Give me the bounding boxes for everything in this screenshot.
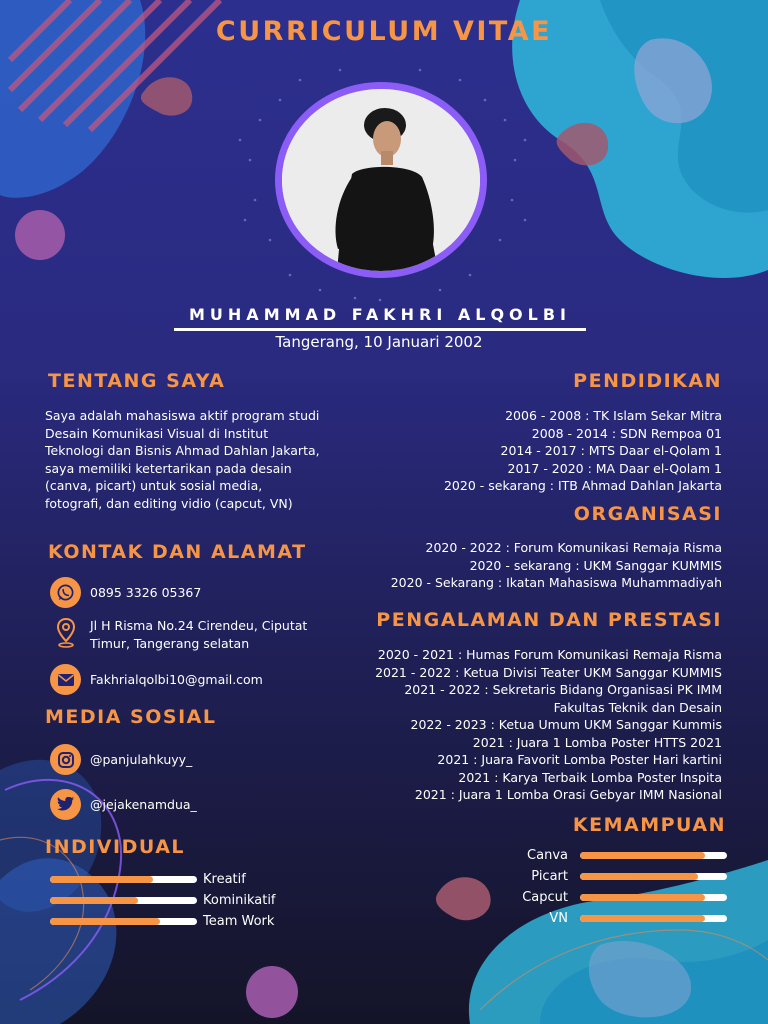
education-item: 2008 - 2014 : SDN Rempoa 01 xyxy=(531,425,722,441)
software-skill-label: Canva xyxy=(527,848,568,863)
social-instagram xyxy=(50,744,192,775)
experience-item: 2020 - 2021 : Humas Forum Komunikasi Remaja Risma xyxy=(377,647,722,662)
instagram-icon xyxy=(50,744,81,775)
contact-address xyxy=(50,617,335,653)
skill-level-fill xyxy=(580,894,705,901)
experience-item: 2021 : Juara 1 Lomba Poster HTTS 2021 xyxy=(472,734,722,750)
education-heading: PENDIDIKAN xyxy=(573,370,722,392)
skill-level-bar xyxy=(50,876,197,883)
social-twitter xyxy=(50,789,197,820)
software-skill-row xyxy=(480,848,727,863)
email-icon xyxy=(50,664,81,695)
twitter-icon xyxy=(50,789,81,820)
individual-skill-row xyxy=(50,872,246,887)
skill-level-bar xyxy=(580,915,727,922)
experience-item: 2021 : Karya Terbaik Lomba Poster Inspita xyxy=(458,769,722,785)
software-skill-label: Capcut xyxy=(522,890,568,905)
phone-number: 0895 3326 05367 xyxy=(90,584,202,600)
organization-item: 2020 - 2022 : Forum Komunikasi Remaja Risma xyxy=(425,540,722,555)
profile-photo-frame xyxy=(271,82,491,280)
experience-item: 2021 : Juara 1 Lomba Orasi Gebyar IMM Nasional xyxy=(414,787,722,802)
location-pin-icon xyxy=(50,617,81,649)
skill-level-bar xyxy=(580,873,727,880)
person-name: MUHAMMAD FAKHRI ALQOLBI xyxy=(174,305,586,331)
skill-level-bar xyxy=(580,852,727,859)
individual-skill-row xyxy=(50,893,276,908)
individual-skill-label: Kominikatif xyxy=(203,893,276,908)
contact-heading: KONTAK DAN ALAMAT xyxy=(48,541,307,563)
skill-level-fill xyxy=(50,918,160,925)
skill-level-bar xyxy=(580,894,727,901)
experience-list xyxy=(375,646,722,804)
software-skill-row xyxy=(480,911,727,926)
individual-skill-row xyxy=(50,914,274,929)
software-skill-label: Picart xyxy=(531,869,568,884)
birth-place-date: Tangerang, 10 Januari 2002 xyxy=(275,333,483,351)
education-item: 2006 - 2008 : TK Islam Sekar Mitra xyxy=(505,408,722,423)
skill-level-fill xyxy=(50,897,138,904)
experience-heading: PENGALAMAN DAN PRESTASI xyxy=(376,609,722,631)
education-list xyxy=(444,407,722,495)
skill-level-fill xyxy=(580,873,698,880)
software-skill-row xyxy=(480,890,727,905)
individual-skill-label: Team Work xyxy=(203,914,275,929)
experience-item: 2022 - 2023 : Ketua Umum UKM Sanggar Kummis xyxy=(410,717,722,732)
individual-skill-label: Kreatif xyxy=(203,872,246,887)
address-text: Jl H Risma No.24 Cirendeu, Ciputat Timur, Tangerang selatan xyxy=(90,618,308,651)
whatsapp-icon xyxy=(50,577,81,608)
organization-list xyxy=(391,539,722,592)
contact-email xyxy=(50,664,263,695)
experience-item: Fakultas Teknik dan Desain xyxy=(553,699,722,715)
skills-heading: KEMAMPUAN xyxy=(572,814,726,836)
skill-level-fill xyxy=(580,852,705,859)
person-silhouette xyxy=(282,89,480,271)
software-skill-row xyxy=(480,869,727,884)
email-address: Fakhrialqolbi10@gmail.com xyxy=(90,671,263,687)
page-title: CURRICULUM VITAE xyxy=(215,16,553,47)
about-text: Saya adalah mahasiswa aktif program studi Desain Komunikasi Visual di Institut Teknologi dan Bisnis Ahmad Dahlan Jakarta, saya memiliki ketertarikan pada desain (canva, picart) untuk sosial media, fotografi, dan editing vidio (capcut, VN) xyxy=(45,408,320,511)
instagram-handle: @panjulahkuyy_ xyxy=(90,751,193,767)
individual-heading: INDIVIDUAL xyxy=(45,836,186,858)
skill-level-bar xyxy=(50,897,197,904)
social-heading: MEDIA SOSIAL xyxy=(45,706,217,728)
organization-item: 2020 - Sekarang : Ikatan Mahasiswa Muhammadiyah xyxy=(390,575,722,590)
twitter-handle: @jejakenamdua_ xyxy=(90,796,197,812)
organization-heading: ORGANISASI xyxy=(573,503,722,525)
experience-item: 2021 : Juara Favorit Lomba Poster Hari kartini xyxy=(437,752,722,767)
experience-item: 2021 - 2022 : Ketua Divisi Teater UKM Sanggar KUMMIS xyxy=(375,664,722,680)
skill-level-fill xyxy=(580,915,705,922)
profile-photo xyxy=(275,82,487,278)
about-heading: TENTANG SAYA xyxy=(48,370,226,392)
education-item: 2020 - sekarang : ITB Ahmad Dahlan Jakarta xyxy=(443,478,722,493)
organization-item: 2020 - sekarang : UKM Sanggar KUMMIS xyxy=(469,557,722,573)
education-item: 2017 - 2020 : MA Daar el-Qolam 1 xyxy=(507,460,722,476)
software-skill-label: VN xyxy=(549,911,568,926)
skill-level-fill xyxy=(50,876,153,883)
experience-item: 2021 - 2022 : Sekretaris Bidang Organisasi PK IMM xyxy=(404,682,722,697)
education-item: 2014 - 2017 : MTS Daar el-Qolam 1 xyxy=(500,443,722,458)
contact-phone xyxy=(50,577,201,608)
skill-level-bar xyxy=(50,918,197,925)
